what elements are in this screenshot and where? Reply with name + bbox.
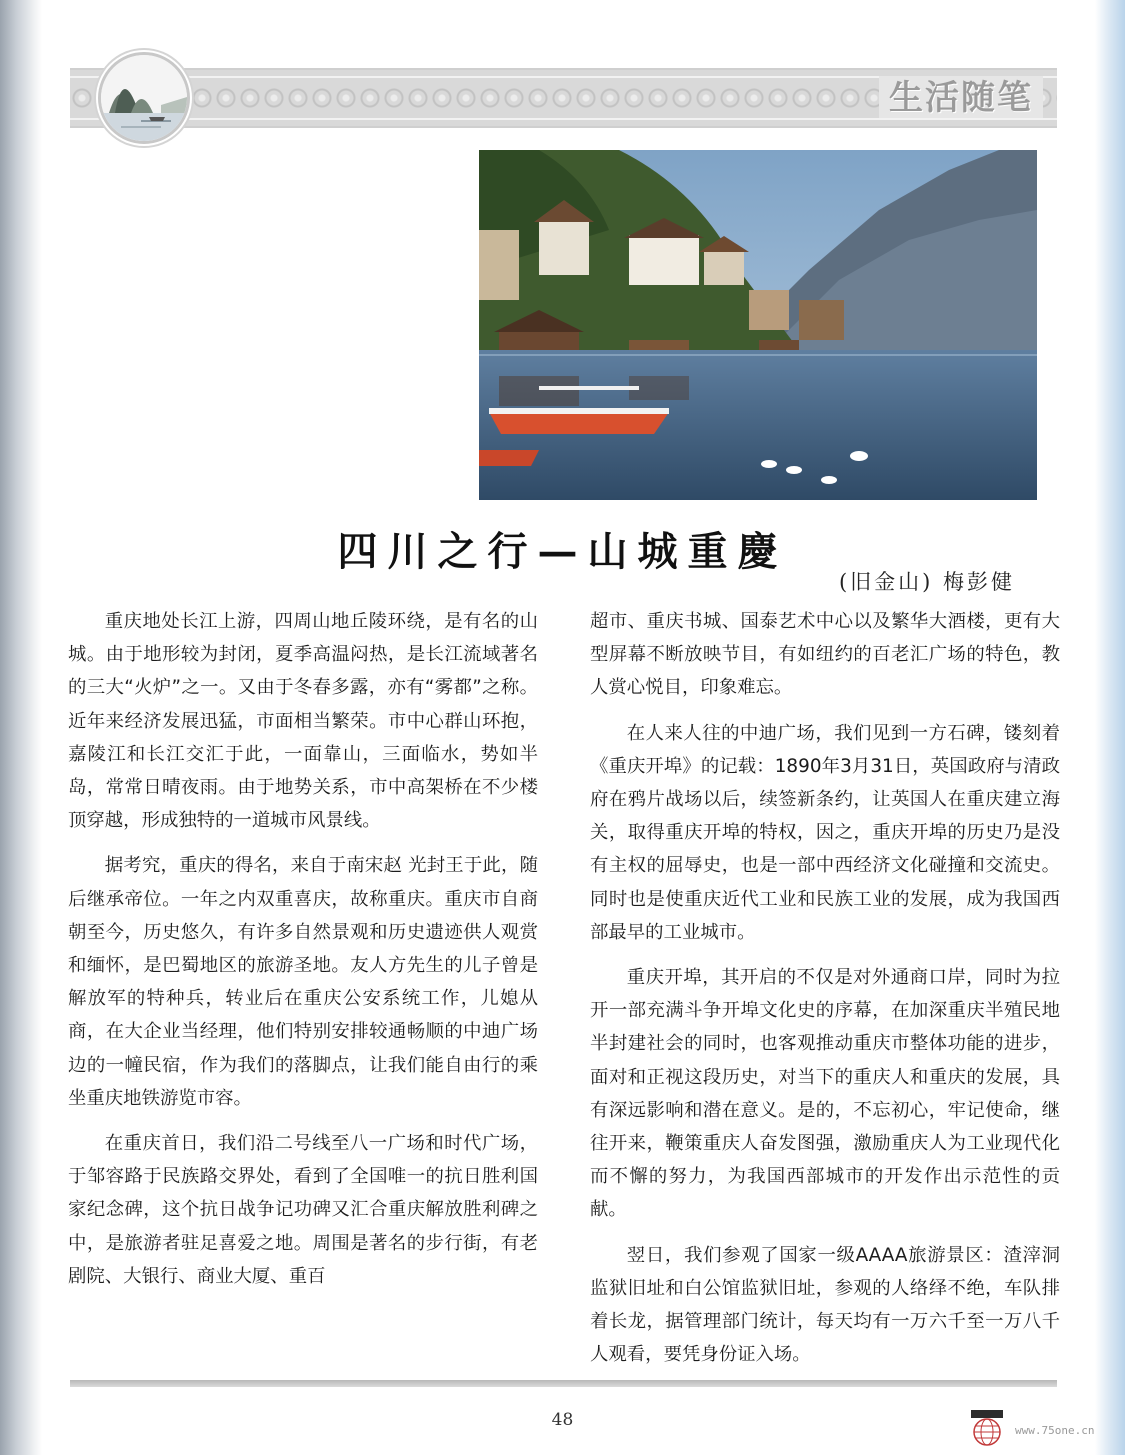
paragraph: 重庆开埠，其开启的不仅是对外通商口岸，同时为拉开一部充满斗争开埠文化史的序幕，在加深重庆半殖民地半封建社会的同时，也客观推动重庆市整体功能的进步，面对和正视这段历史，对当下的重庆人和重庆的发展，具有深远影响和潜在意义。是的，不忘初心，牢记使命，继往开来，鞭策重庆人奋发图强，激励重庆人为工业现代化而不懈的努力，为我国西部城市的开发作出示范性的贡献。	[590, 967, 1060, 1221]
paragraph: 据考究，重庆的得名，来自于南宋赵 光封王于此，随后继承帝位。一年之内双重喜庆，故称重庆。重庆市自商朝至今，历史悠久，有许多自然景观和历史遗迹供人观赏和缅怀，是巴蜀地区的旅游圣地。友人方先生的儿子曾是解放军的特种兵，转业后在重庆公安系统工作，儿媳从商，在大企业当经理，他们特别安排较通畅顺的中迪广场边的一幢民宿，作为我们的落脚点，让我们能自由行的乘坐重庆地铁游览市容。	[68, 855, 538, 1109]
lake-sketch-logo	[98, 52, 190, 144]
watermark-text: www.75one.cn	[1015, 1424, 1095, 1437]
paragraph: 在重庆首日，我们沿二号线至八一广场和时代广场，于邹容路于民族路交界处，看到了全国唯一的抗日胜利国家纪念碑，这个抗日战争记功碑又汇合重庆解放胜利碑之中，是旅游者驻足喜爱之地。周围是著名的步行街，有老剧院、大银行、商业大厦、重百	[68, 1133, 538, 1287]
header-banner	[70, 68, 1057, 128]
page-spine-shadow	[0, 0, 42, 1455]
page-number: 48	[551, 1410, 574, 1430]
site-watermark	[963, 1408, 1123, 1448]
article-title: 四川之行—山城重慶	[337, 528, 788, 575]
article-right-column	[590, 605, 1060, 1383]
footer-rule	[70, 1380, 1057, 1387]
paragraph: 重庆地处长江上游，四周山地丘陵环绕，是有名的山城。由于地形较为封闭，夏季高温闷热，是长江流域著名的三大“火炉”之一。又由于冬春多露，亦有“雾都”之称。近年来经济发展迅猛，市面相当繁荣。市中心群山环抱，嘉陵江和长江交汇于此，一面靠山，三面临水，势如半岛，常常日晴夜雨。由于地势关系，市中高架桥在不少楼顶穿越，形成独特的一道城市风景线。	[68, 611, 538, 832]
paragraph: 翌日，我们参观了国家一级AAAA旅游景区：渣滓洞监狱旧址和白公馆监狱旧址，参观的人络绎不绝，车队排着长龙，据管理部门统计，每天均有一万六千至一万八千人观看，要凭身份证入场。	[590, 1244, 1060, 1366]
page-edge-shadow	[1095, 0, 1125, 1455]
article-byline: (旧金山) 梅彭健	[838, 570, 1015, 594]
article-left-column	[68, 605, 538, 1305]
lakeside-village-photo	[479, 150, 1037, 500]
section-label: 生活随笔	[879, 76, 1043, 120]
paragraph-continued: 超市、重庆书城、国泰艺术中心以及繁华大酒楼，更有大型屏幕不断放映节目，有如纽约的百老汇广场的特色，教人赏心悦目，印象难忘。	[590, 611, 1060, 699]
globe-logo-icon	[963, 1408, 1011, 1448]
paragraph: 在人来人往的中迪广场，我们见到一方石碑，镂刻着《重庆开埠》的记载：1890年3月31日，英国政府与清政府在鸦片战场以后，续签新条约，让英国人在重庆建立海关，取得重庆开埠的特权，因之，重庆开埠的历史乃是没有主权的屈辱史，也是一部中西经济文化碰撞和交流史。同时也是使重庆近代工业和民族工业的发展，成为我国西部最早的工业城市。	[590, 722, 1060, 943]
